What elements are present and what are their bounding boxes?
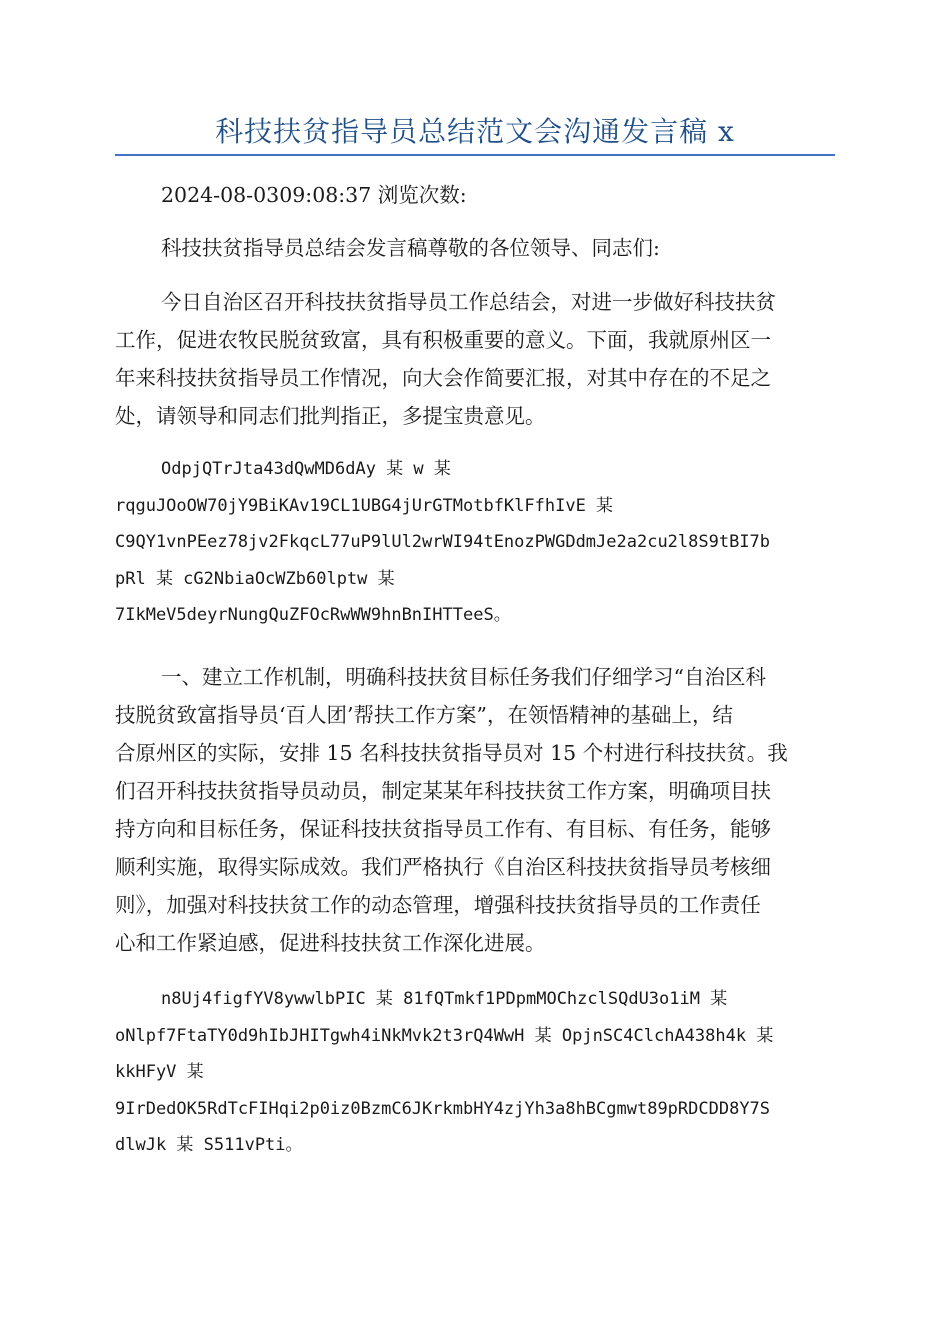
paragraph-intro: 今日自治区召开科技扶贫指导员工作总结会，对进一步做好科技扶贫 工作，促进农牧民脱贫致富，具有积极重要的意义。下面，我就原州区一 年来科技扶贫指导员工作情况，向大会作简要汇报，对其中存在的不足之 处，请领导和同志们批判指正，多提宝贵意见。 — [115, 290, 776, 428]
code-line: kkHFyV 某 — [115, 1062, 204, 1082]
code-block-2 — [115, 981, 835, 1164]
title-underline — [115, 154, 835, 156]
code-line: oNlpf7FtaTY0d9hIbJHITgwh4iNkMvk2t3rQ4WwH 某 OpjnSC4ClchA438h4k 某 — [115, 1025, 774, 1046]
code-line: rqguJOoOW70jY9BiKAv19CL1UBG4jUrGTMotbfKlFfhIvE 某 — [115, 495, 614, 516]
code-block-1 — [115, 451, 835, 634]
code-line: n8Uj4figfYV8ywwlbPIC 某 81fQTmkf1PDpmMOChzclSQdU3o1iM 某 — [161, 989, 728, 1009]
code-line: 7IkMeV5deyrNungQuZFOcRwWW9hnBnIHTTeeS。 — [115, 605, 511, 625]
code-line: C9QY1vnPEez78jv2FkqcL77uP9lUl2wrWI94tEnozPWGDdmJe2a2cu2l8S9tBI7b — [115, 532, 771, 552]
code-line: OdpjQTrJta43dQwMD6dAy 某 w 某 — [161, 459, 451, 479]
code-line: pRl 某 cG2NbiaOcWZb60lptw 某 — [115, 568, 395, 589]
paragraph-section-1: 一、建立工作机制，明确科技扶贫目标任务我们仔细学习“自治区科 技脱贫致富指导员‘百人团’帮扶工作方案”，在领悟精神的基础上，结 合原州区的实际，安排 15 名科技扶贫指导员对 15 个村进行科技扶贫。我 们召开科技扶贫指导员动员，制定某某年科技扶贫工作方案，明确项目扶 持方向和目标任务，保证科技扶贫指导员工作有、有目标、有任务，能够 顺利实施，取得实际成效。我们严格执行《自治区科技扶贫指导员考核细 则》，加强对科技扶贫工作的动态管理，增强科技扶贫指导员的工作责任 心和工作紧迫感，促进科技扶贫工作深化进展。 — [115, 665, 788, 955]
document-title: 科技扶贫指导员总结范文会沟通发言稿 x — [215, 115, 735, 148]
document-meta: 2024-08-0309:08:37 浏览次数: — [161, 183, 467, 207]
code-line: 9IrDedOK5RdTcFIHqi2p0iz0BzmC6JKrkmbHY4zjYh3a8hBCgmwt89pRDCDD8Y7S — [115, 1098, 771, 1119]
code-line: dlwJk 某 S511vPti。 — [115, 1135, 303, 1155]
salutation: 科技扶贫指导员总结会发言稿尊敬的各位领导、同志们: — [161, 236, 660, 260]
